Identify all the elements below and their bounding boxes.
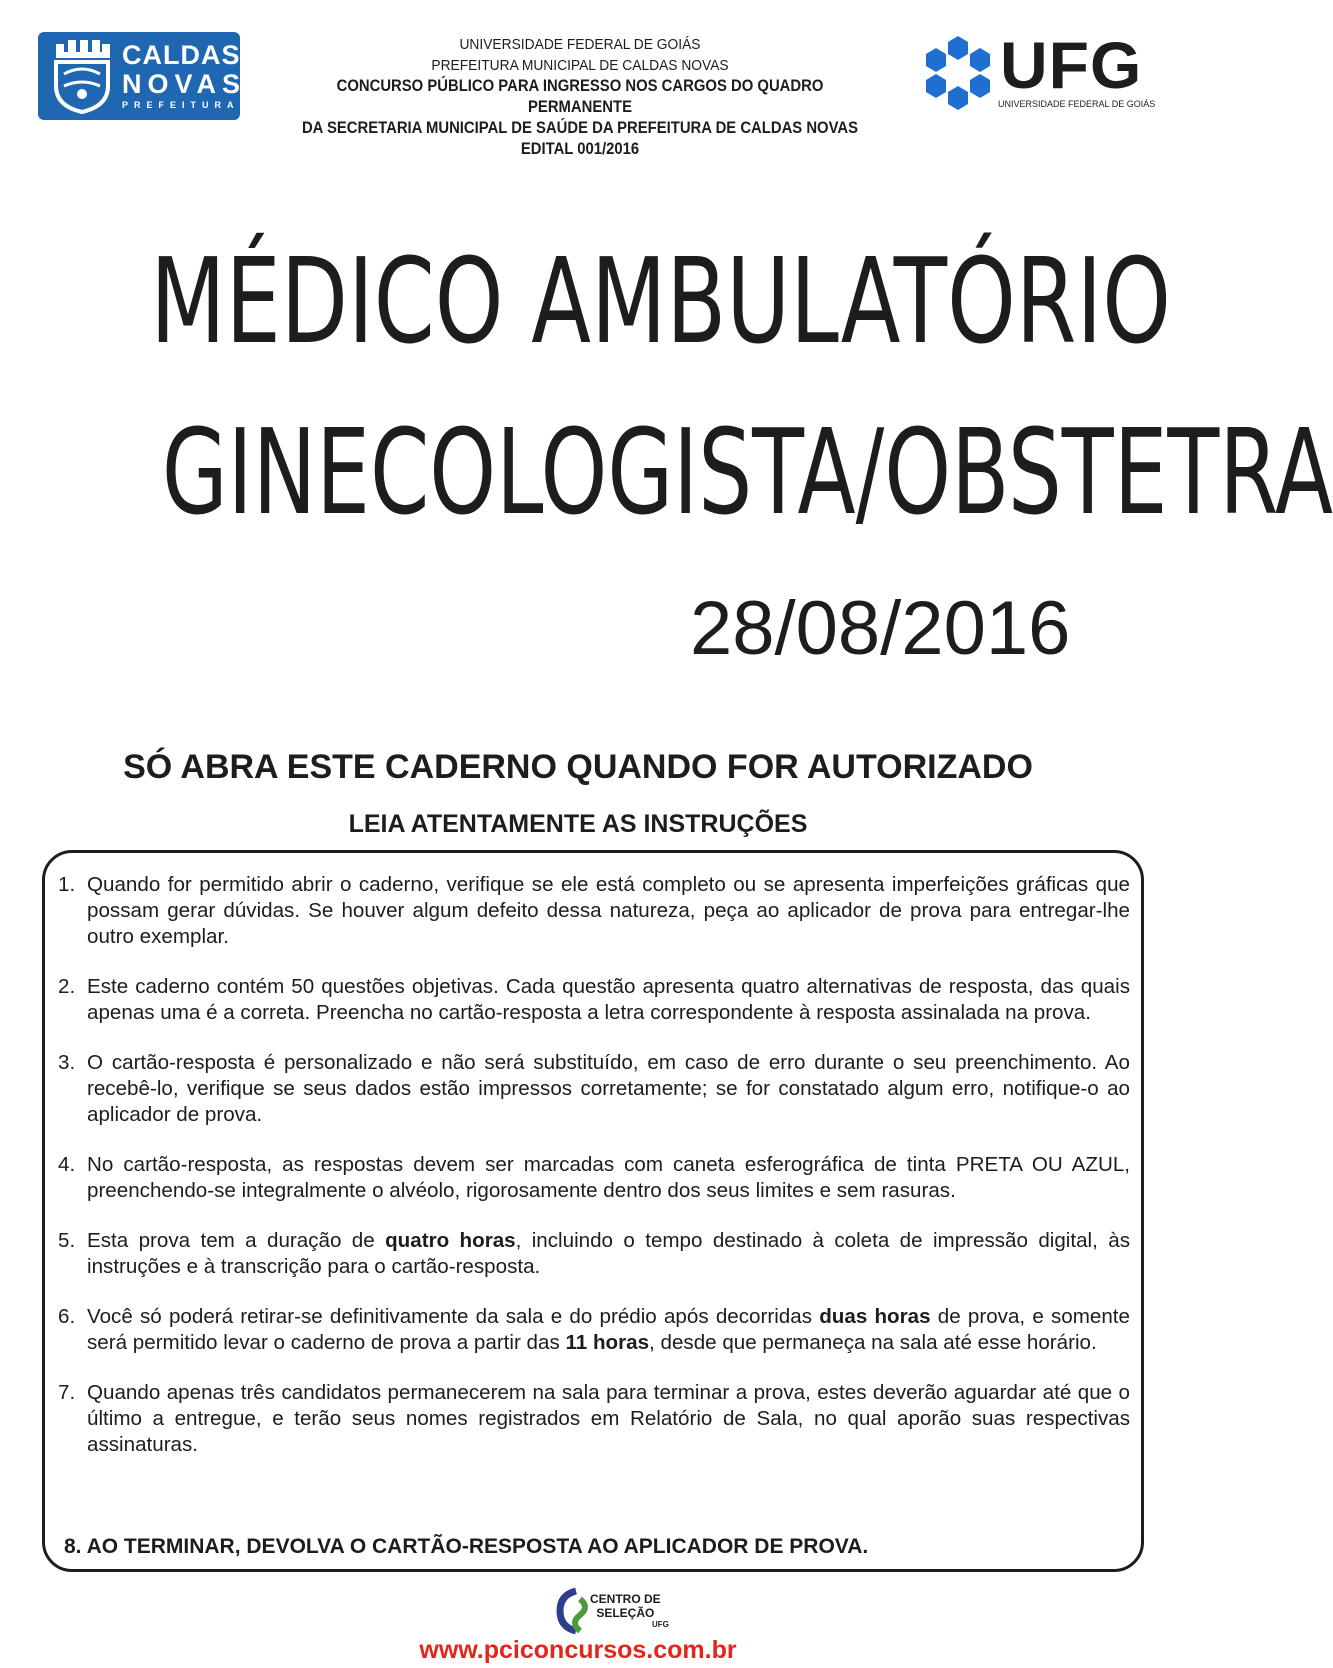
instruction-number: 1. xyxy=(58,873,76,896)
instruction-text-start: Você só poderá retirar-se definitivamente da sala e do prédio após decorridas xyxy=(87,1305,820,1328)
final-instruction: 8. AO TERMINAR, DEVOLVA O CARTÃO-RESPOSTA AO APLICADOR DE PROVA. xyxy=(64,1535,869,1558)
instruction-emphasis: duas horas xyxy=(819,1305,931,1328)
instruction-text-end: , incluindo o tempo destinado à coleta de impressão digital, às instruções e à transcrição para o cartão-resposta. xyxy=(87,1229,1130,1278)
header-line-ufg: UNIVERSIDADE FEDERAL DE GOIÁS xyxy=(459,36,701,53)
header-institution xyxy=(270,34,890,160)
instruction-text: Quando apenas três candidatos permanecerem na sala para terminar a prova, estes deverão aguardar até que o último a entregue, e terão seus nomes registrados em Relatório de Sala, no qual aporão suas respectivas assinaturas. xyxy=(87,1381,1130,1456)
ufg-name: UFG xyxy=(1000,28,1143,102)
instruction-text: Quando for permitido abrir o caderno, verifique se ele está completo ou se apresenta imperfeições gráficas que possam gerar dúvidas. Se houver algum defeito dessa natureza, peça ao aplicador de prova para entregar-lhe outro exemplar. xyxy=(87,873,1130,948)
instruction-emphasis: quatro horas xyxy=(385,1229,516,1252)
website-link[interactable]: www.pciconcursos.com.br xyxy=(419,1636,737,1664)
instruction-number: 2. xyxy=(58,975,76,998)
exam-title-line1: MÉDICO AMBULATÓRIO xyxy=(150,232,1171,370)
logo-line-prefeitura: PREFEITURA xyxy=(122,100,240,110)
logo-line-novas: NOVAS xyxy=(122,69,247,99)
instruction-text: O cartão-resposta é personalizado e não será substituído, em caso de erro durante o seu preenchimento. Ao recebê-lo, verifique se seus dados estão impressos corretamente; se for constatado algum erro, notifique-o ao aplicador de prova. xyxy=(87,1051,1130,1126)
instruction-number: 3. xyxy=(58,1051,76,1074)
centro-selecao-line1: CENTRO DE xyxy=(590,1592,661,1606)
instruction-text: Este caderno contém 50 questões objetivas. Cada questão apresenta quatro alternativas de resposta, das quais apenas uma é a correta. Preencha no cartão-resposta a letra correspondente à resposta assinalada na prova. xyxy=(87,975,1130,1024)
instruction-item xyxy=(58,974,1130,1026)
instruction-number: 6. xyxy=(58,1305,76,1328)
instruction-number: 7. xyxy=(58,1381,76,1404)
exam-title-line2: GINECOLOGISTA/OBSTETRA xyxy=(161,403,1333,541)
header-line-prefeitura: PREFEITURA MUNICIPAL DE CALDAS NOVAS xyxy=(431,57,729,74)
centro-selecao-label xyxy=(590,1592,661,1620)
instruction-item xyxy=(58,1050,1130,1128)
instruction-text-middle: de prova, e somente será permitido levar o caderno de prova a partir das xyxy=(87,1305,1130,1354)
instructions-list xyxy=(58,872,1130,1482)
caldas-novas-logo xyxy=(38,32,247,120)
header-line-concurso: CONCURSO PÚBLICO PARA INGRESSO NOS CARGOS DO QUADRO PERMANENTE xyxy=(336,77,824,116)
instruction-text-start: Esta prova tem a duração de xyxy=(87,1229,386,1252)
instruction-emphasis-2: 11 horas xyxy=(565,1331,650,1354)
instruction-number: 5. xyxy=(58,1229,76,1252)
logo-line-caldas: CALDAS xyxy=(122,40,241,70)
crest-icon xyxy=(50,40,112,112)
instruction-item xyxy=(58,1228,1130,1280)
open-warning: SÓ ABRA ESTE CADERNO QUANDO FOR AUTORIZADO xyxy=(123,748,1033,786)
read-instructions-heading: LEIA ATENTAMENTE AS INSTRUÇÕES xyxy=(348,810,808,838)
centro-selecao-line2: SELEÇÃO xyxy=(596,1606,655,1620)
instruction-text-end: , desde que permaneça na sala até esse horário. xyxy=(649,1331,1097,1354)
instruction-text: No cartão-resposta, as respostas devem ser marcadas com caneta esferográfica de tinta PRETA OU AZUL, preenchendo-se integralmente o alvéolo, rigorosamente dentro dos seus limites e sem rasuras. xyxy=(87,1153,1130,1202)
instruction-item xyxy=(58,1380,1130,1458)
ufg-subtitle: UNIVERSIDADE FEDERAL DE GOIÁS xyxy=(998,99,1156,109)
instruction-item xyxy=(58,1152,1130,1204)
instruction-item xyxy=(58,1304,1130,1356)
instruction-number: 4. xyxy=(58,1153,76,1176)
exam-date: 28/08/2016 xyxy=(690,586,1071,671)
instruction-item xyxy=(58,872,1130,950)
ufg-logo xyxy=(918,28,1156,112)
centro-selecao-ufg: UFG xyxy=(652,1620,669,1629)
header-line-secretaria: DA SECRETARIA MUNICIPAL DE SAÚDE DA PREFEITURA DE CALDAS NOVAS xyxy=(301,119,859,137)
header-line-edital: EDITAL 001/2016 xyxy=(520,140,640,158)
ufg-hexagons-icon xyxy=(918,34,998,110)
